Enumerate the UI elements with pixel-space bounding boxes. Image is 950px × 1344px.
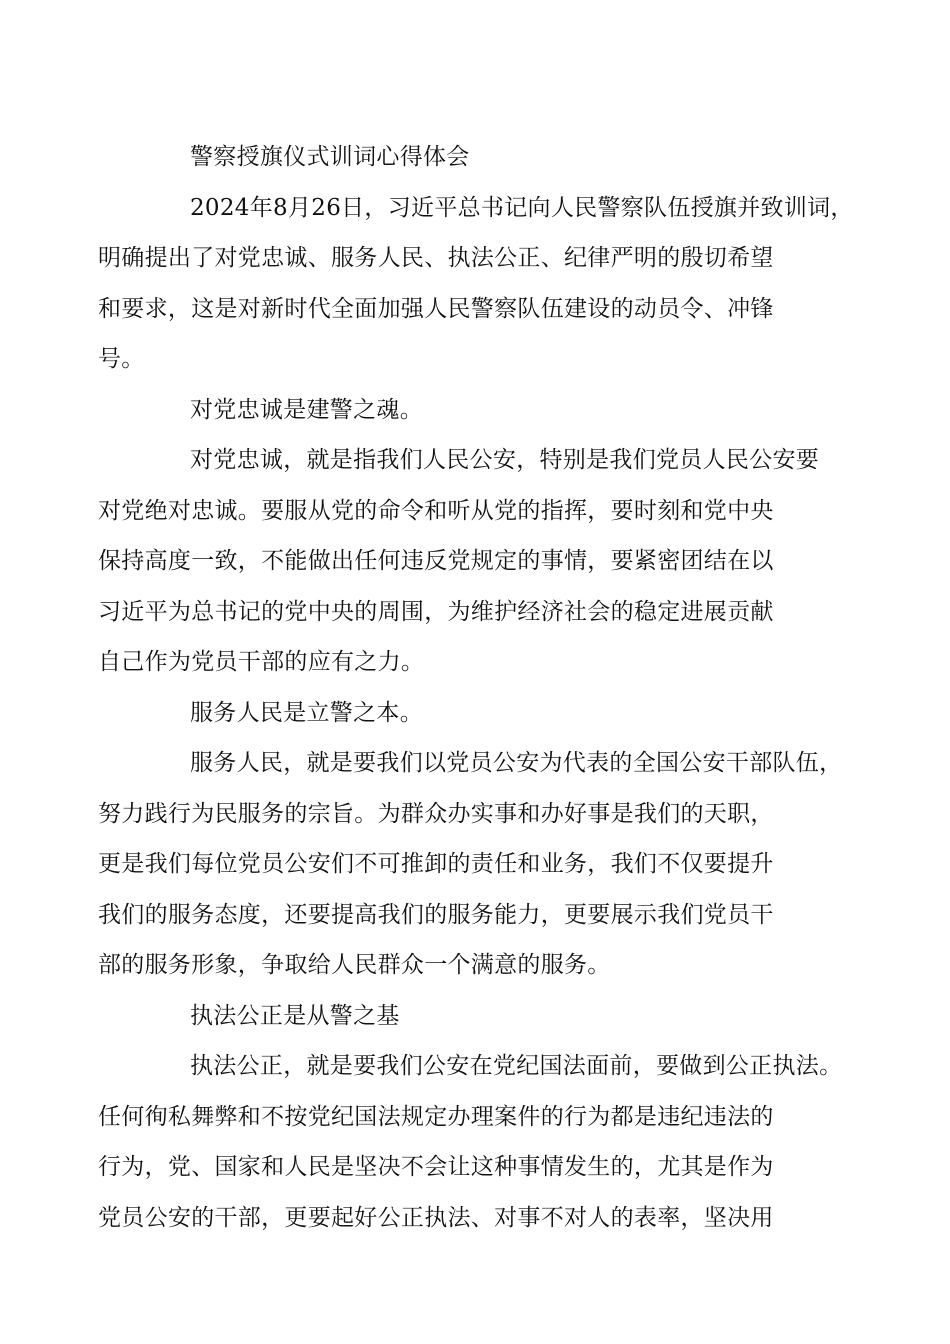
paragraph-justice bbox=[98, 1041, 843, 1243]
text-line: 我们的服务态度，还要提高我们的服务能力，更要展示我们党员干 bbox=[98, 901, 774, 928]
section-heading-justice bbox=[144, 991, 834, 1042]
text-line: 号。 bbox=[98, 346, 145, 372]
text-line: 明确提出了对党忠诚、服务人民、执法公正、纪律严明的殷切希望 bbox=[98, 245, 774, 271]
text-line: 执法公正，就是要我们公安在党纪国法面前，要做到公正执法。 bbox=[190, 1053, 843, 1079]
title-line: 警察授旗仪式训词心得体会 bbox=[190, 144, 470, 170]
text-line: 更是我们每位党员公安们不可推卸的责任和业务，我们不仅要提升 bbox=[98, 851, 774, 877]
text-line: 习近平为总书记的党中央的周围，为维护经济社会的稳定进展贡献 bbox=[98, 598, 774, 625]
text-line: 努力践行为民服务的宗旨。为群众办实事和办好事是我们的天职， bbox=[98, 800, 774, 827]
text-line: 服务人民，就是要我们以党员公安为代表的全国公安干部队伍， bbox=[190, 750, 843, 776]
section-heading-service bbox=[144, 688, 834, 739]
text-line: 行为，党、国家和人民是坚决不会让这种事情发生的，尤其是作为 bbox=[98, 1154, 774, 1180]
text-line: 和要求，这是对新时代全面加强人民警察队伍建设的动员令、冲锋 bbox=[98, 295, 774, 322]
heading-line: 服务人民是立警之本。 bbox=[190, 699, 423, 726]
text-line: 任何徇私舞弊和不按党纪国法规定办理案件的行为都是违纪违法的 bbox=[98, 1103, 774, 1130]
paragraph-loyalty bbox=[98, 435, 834, 688]
paragraph-intro bbox=[98, 183, 854, 385]
text-line: 保持高度一致，不能做出任何违反党规定的事情，要紧密团结在以 bbox=[98, 548, 774, 574]
heading-line: 对党忠诚是建警之魂。 bbox=[190, 396, 423, 423]
document-body bbox=[98, 132, 854, 1243]
text-line: 党员公安的干部，更要起好公正执法、对事不对人的表率，坚决用 bbox=[98, 1204, 774, 1231]
text-line: 自己作为党员干部的应有之力。 bbox=[98, 649, 425, 675]
text-line: 2024年8月26日，习近平总书记向人民警察队伍授旗并致训词， bbox=[190, 194, 854, 221]
text-line: 对党忠诚，就是指我们人民公安，特别是我们党员人民公安要 bbox=[190, 447, 820, 473]
heading-line: 执法公正是从警之基 bbox=[190, 1002, 400, 1029]
document-title bbox=[144, 132, 834, 183]
paragraph-service bbox=[98, 738, 843, 991]
text-line: 部的服务形象，争取给人民群众一个满意的服务。 bbox=[98, 952, 611, 978]
section-heading-loyalty bbox=[144, 385, 834, 436]
text-line: 对党绝对忠诚。要服从党的命令和听从党的指挥，要时刻和党中央 bbox=[98, 497, 774, 524]
